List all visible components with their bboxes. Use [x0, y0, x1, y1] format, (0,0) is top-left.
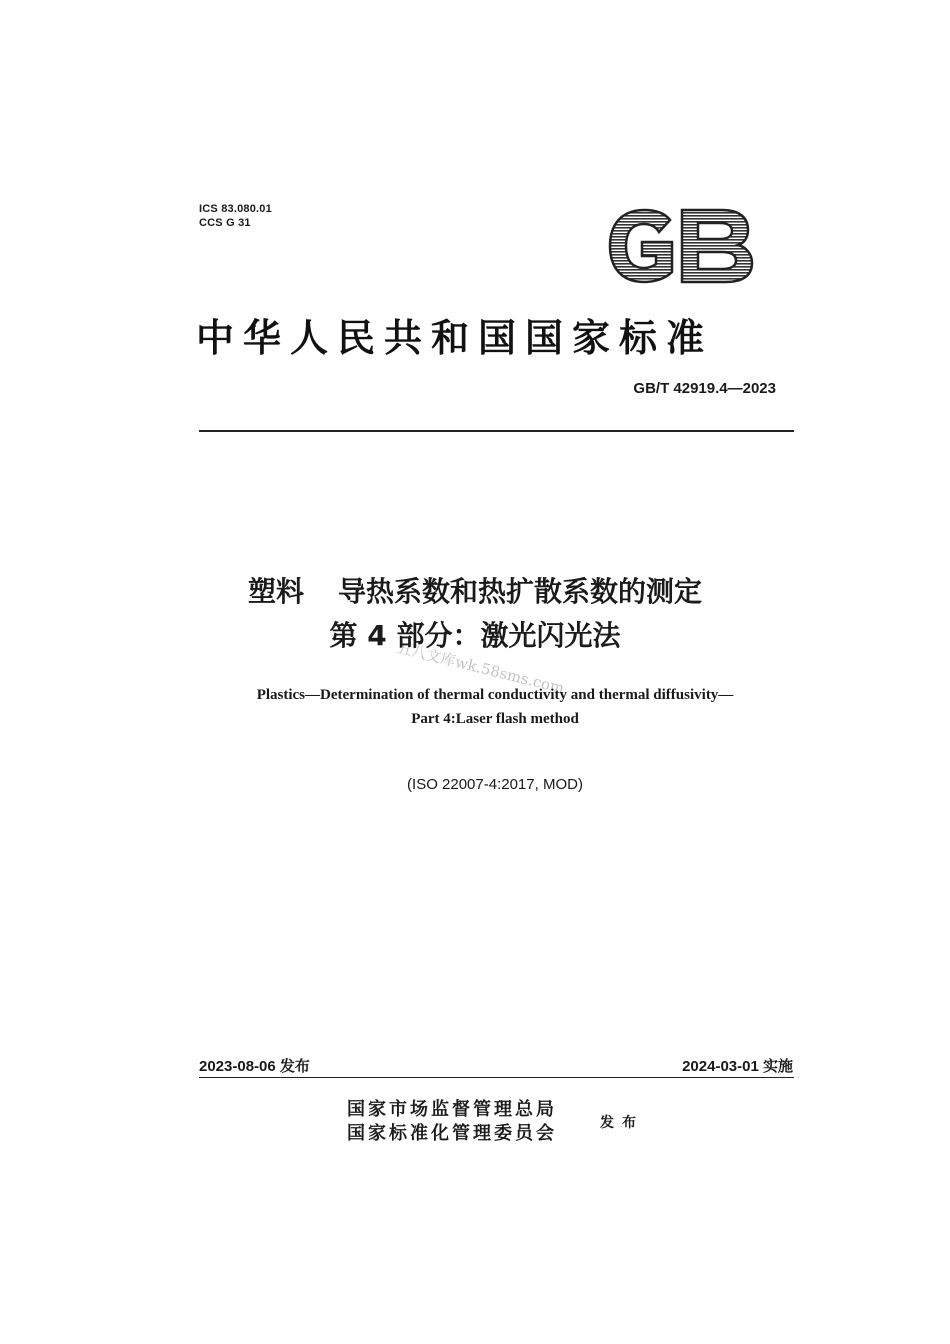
chinese-title-main: 导热系数和热扩散系数的测定 — [338, 575, 703, 608]
issuer-sac: 国家标准化管理委员会 — [347, 1123, 557, 1144]
header-divider — [199, 430, 794, 432]
classification-codes — [199, 202, 272, 230]
national-standard-title: 中华人民共和国国家标准 — [196, 315, 714, 360]
chinese-title-line1 — [0, 570, 950, 614]
chinese-title-line2: 第 4 部分：激光闪光法 — [329, 619, 621, 652]
b-letter-shape — [682, 210, 752, 282]
g-letter-shape — [610, 210, 672, 282]
ccs-code: CCS G 31 — [199, 217, 251, 229]
issue-label: 发布 — [600, 1115, 644, 1131]
issuer-samr: 国家市场监督管理总局 — [347, 1099, 557, 1120]
watermark-text: 五八文库wk.58sms.com — [395, 638, 567, 698]
english-title-line1: Plastics—Determination of thermal conductivity and thermal diffusivity— — [256, 687, 734, 703]
iso-reference: (ISO 22007-4:2017, MOD) — [407, 776, 583, 793]
ics-code: ICS 83.080.01 — [199, 203, 272, 215]
chinese-title-subject: 塑料 — [247, 575, 304, 608]
implement-date: 2024-03-01 实施 — [682, 1058, 793, 1075]
issuing-authorities — [347, 1098, 557, 1146]
english-title — [0, 683, 950, 731]
gb-logo — [604, 206, 756, 286]
english-title-line2: Part 4:Laser flash method — [411, 711, 579, 727]
standard-number: GB/T 42919.4—2023 — [633, 380, 776, 397]
publish-date: 2023-08-06 发布 — [199, 1058, 310, 1075]
footer-divider — [199, 1077, 794, 1078]
